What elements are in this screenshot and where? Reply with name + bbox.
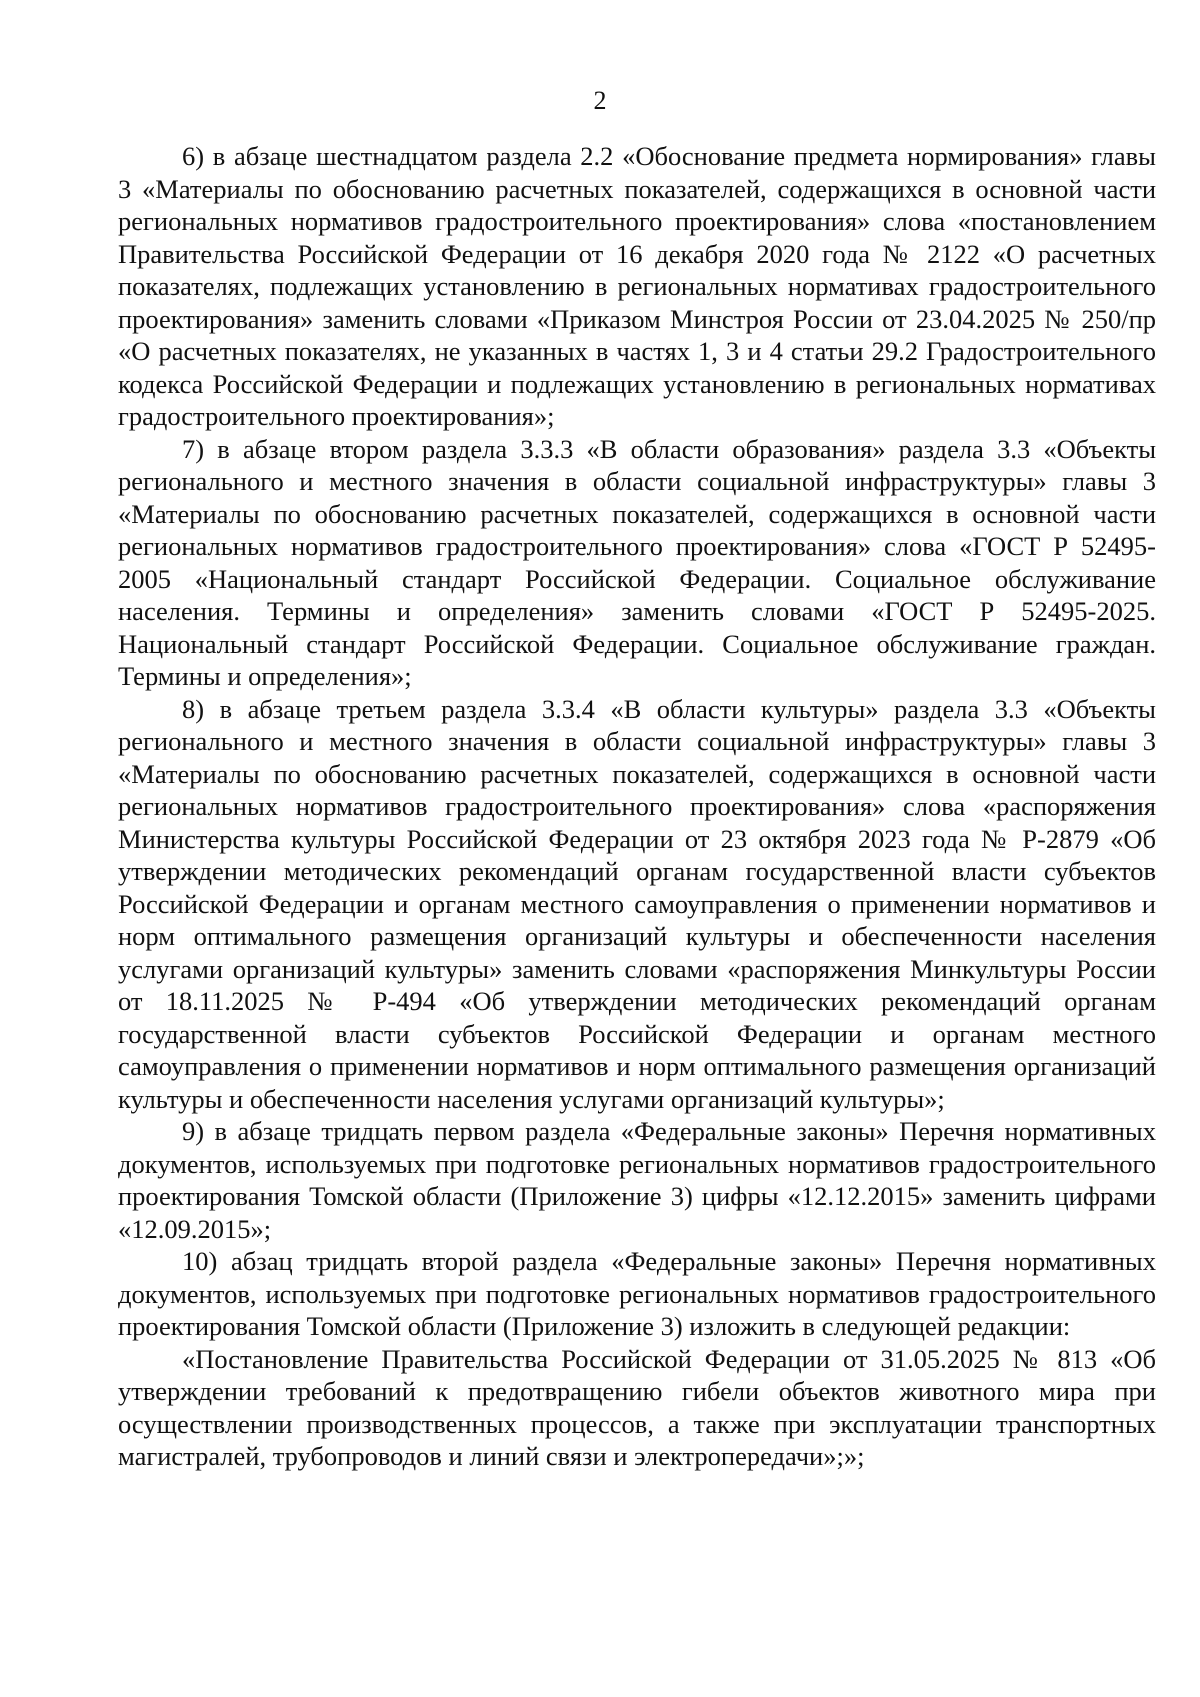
paragraph-quoted-regulation: «Постановление Правительства Российской Федерации от 31.05.2025 № 813 «Об утверждении требований к предотвращению гибели объектов животного мира при осуществлении производственных процессов, а также при эксплуатации транспортных магистралей, трубопроводов и линий связи и электропередачи»;»; [118, 1343, 1156, 1471]
page-number: 2 [593, 86, 607, 115]
paragraph-item-9: 9) в абзаце тридцать первом раздела «Федеральные законы» Перечня нормативных документов, используемых при подготовке региональных нормативов градостроительного проектирования Томской области (Приложение 3) цифры «12.12.2015» заменить цифрами «12.09.2015»; [118, 1116, 1156, 1244]
paragraph-item-10: 10) абзац тридцать второй раздела «Федеральные законы» Перечня нормативных документов, используемых при подготовке региональных нормативов градостроительного проектирования Томской области (Приложение 3) изложить в следующей редакции: [118, 1246, 1156, 1341]
paragraph-item-6: 6) в абзаце шестнадцатом раздела 2.2 «Обоснование предмета нормирования» главы 3 «Материалы по обоснованию расчетных показателей, содержащихся в основной части региональных нормативов градостроительного проектирования» слова «постановлением Правительства Российской Федерации от 16 декабря 2020 года № 2122 «О расчетных показателях, подлежащих установлению в региональных нормативах градостроительного проектирования» заменить словами «Приказом Минстроя России от 23.04.2025 № 250/пр «О расчетных показателях, не указанных в частях 1, 3 и 4 статьи 29.2 Градостроительного кодекса Российской Федерации и подлежащих установлению в региональных нормативах градостроительного проектирования»; [118, 141, 1156, 431]
document-body [118, 140, 1156, 1473]
paragraph-item-7: 7) в абзаце втором раздела 3.3.3 «В области образования» раздела 3.3 «Объекты регионального и местного значения в области социальной инфраструктуры» главы 3 «Материалы по обоснованию расчетных показателей, содержащихся в основной части региональных нормативов градостроительного проектирования» слова «ГОСТ Р 52495-2005 «Национальный стандарт Российской Федерации. Социальное обслуживание населения. Термины и определения» заменить словами «ГОСТ Р 52495-2025. Национальный стандарт Российской Федерации. Социальное обслуживание граждан. Термины и определения»; [118, 433, 1156, 691]
paragraph-item-8: 8) в абзаце третьем раздела 3.3.4 «В области культуры» раздела 3.3 «Объекты регионального и местного значения в области социальной инфраструктуры» главы 3 «Материалы по обоснованию расчетных показателей, содержащихся в основной части региональных нормативов градостроительного проектирования» слова «распоряжения Министерства культуры Российской Федерации от 23 октября 2023 года № Р-2879 «Об утверждении методических рекомендаций органам государственной власти субъектов Российской Федерации и органам местного самоуправления о применении нормативов и норм оптимального размещения организаций культуры и обеспеченности населения услугами организаций культуры» заменить словами «распоряжения Минкультуры России от 18.11.2025 № Р-494 «Об утверждении методических рекомендаций органам государственной власти субъектов Российской Федерации и органам местного самоуправления о применении нормативов и норм оптимального размещения организаций культуры и обеспеченности населения услугами организаций культуры»; [118, 693, 1156, 1114]
